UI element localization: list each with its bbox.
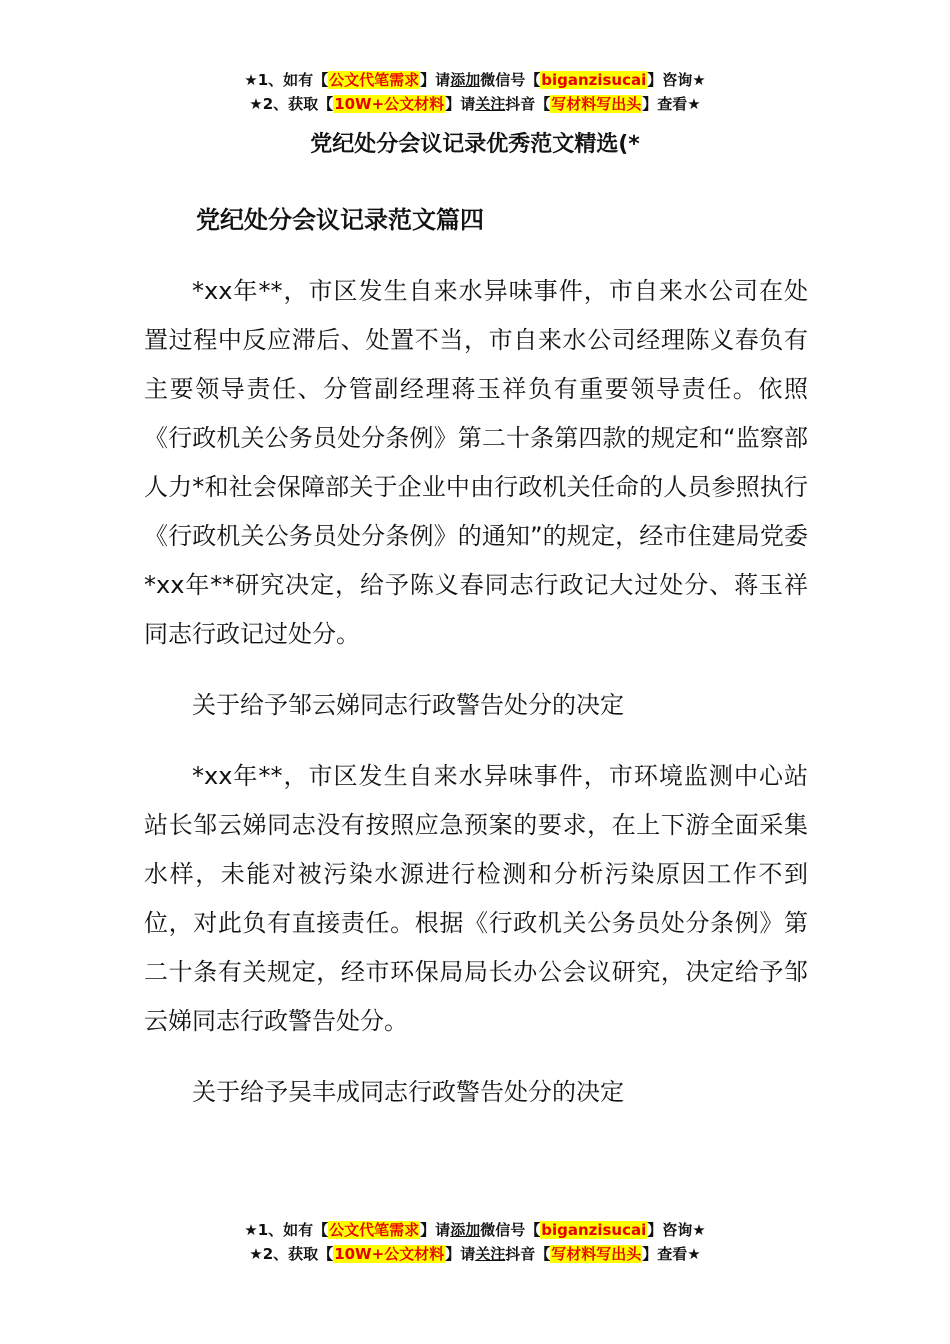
subheading-2: 关于给予吴丰成同志行政警告处分的决定 [192, 1078, 624, 1106]
paragraph-1: *xx年**，市区发生自来水异味事件，市自来水公司在处置过程中反应滞后、处置不当，市自来水公司经理陈义春负有主要领导责任、分管副经理蒋玉祥负有重要领导责任。依照《行政机关公务员处分条例》第二十条第四款的规定和“监察部人力*和社会保障部关于企业中由行政机关任命的人员参照执行《行政机关公务员处分条例》的通知”的规定，经市住建局党委*xx年**研究决定，给予陈义春同志行政记大过处分、蒋玉祥同志行政记过处分。 [144, 277, 808, 648]
highlight-douyin-account: 写材料写出头 [551, 95, 642, 113]
highlight-service: 公文代笔需求 [329, 1221, 420, 1239]
highlight-materials: 10W+公文材料 [334, 95, 445, 113]
header-banner [0, 68, 950, 116]
highlight-wechat-id: biganzisucai [541, 71, 647, 89]
document-body [144, 196, 808, 1139]
section-heading: 党纪处分会议记录范文篇四 [196, 206, 484, 234]
highlight-douyin-account: 写材料写出头 [551, 1245, 642, 1263]
subheading-1: 关于给予邹云娣同志行政警告处分的决定 [192, 691, 624, 719]
footer-banner [0, 1218, 950, 1266]
banner-line-1: ★1、如有【公文代笔需求】请添加微信号【biganzisucai】咨询★ [244, 71, 706, 89]
highlight-materials: 10W+公文材料 [334, 1245, 445, 1263]
paragraph-2: *xx年**，市区发生自来水异味事件，市环境监测中心站站长邹云娣同志没有按照应急预案的要求，在上下游全面采集水样，未能对被污染水源进行检测和分析污染原因工作不到位，对此负有直接责任。根据《行政机关公务员处分条例》第二十条有关规定，经市环保局局长办公会议研究，决定给予邹云娣同志行政警告处分。 [144, 762, 808, 1035]
highlight-service: 公文代笔需求 [329, 71, 420, 89]
banner-line-2: ★2、获取【10W+公文材料】请关注抖音【写材料写出头】查看★ [249, 95, 701, 113]
highlight-wechat-id: biganzisucai [541, 1221, 647, 1239]
footer-line-1: ★1、如有【公文代笔需求】请添加微信号【biganzisucai】咨询★ [244, 1221, 706, 1239]
document-title: 党纪处分会议记录优秀范文精选(* [310, 132, 640, 157]
footer-line-2: ★2、获取【10W+公文材料】请关注抖音【写材料写出头】查看★ [249, 1245, 701, 1263]
